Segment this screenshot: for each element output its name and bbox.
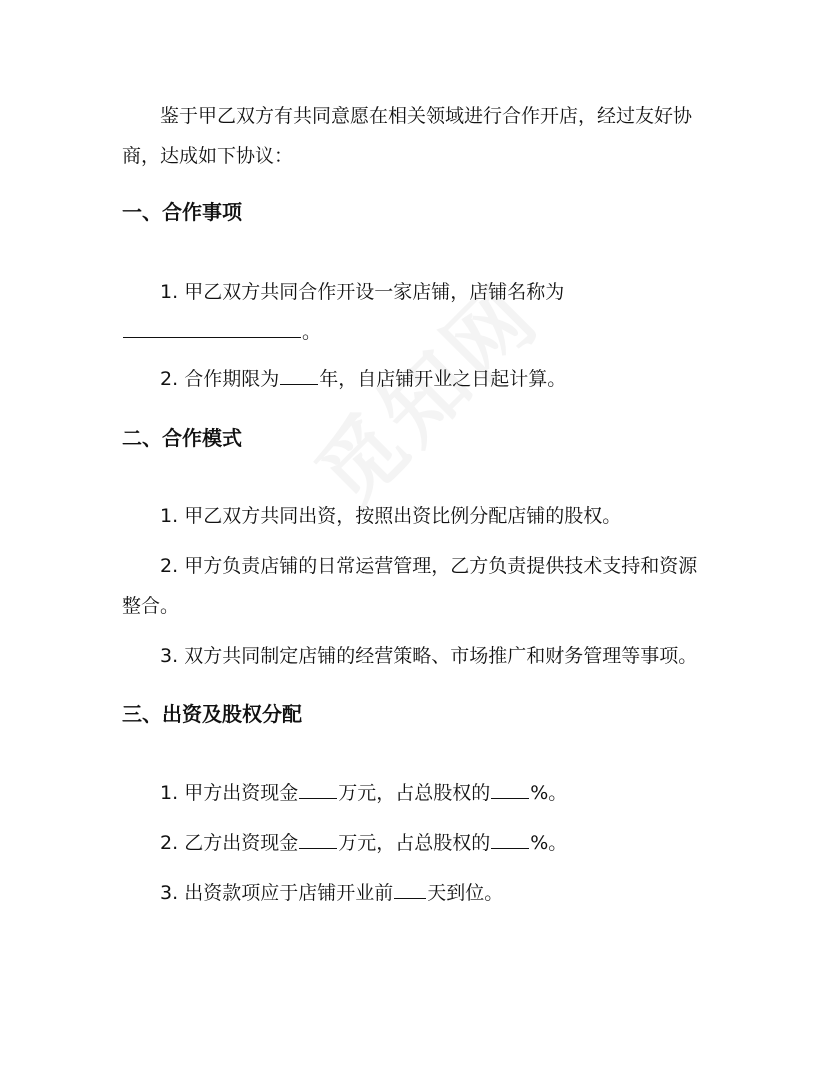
intro-text: 鉴于甲乙双方有共同意愿在相关领域进行合作开店，经过友好协 (160, 105, 693, 127)
intro-line-1 (122, 97, 712, 135)
clause-number: 1. (160, 782, 179, 804)
party-b-amount-blank[interactable] (299, 828, 337, 849)
clause-1-1-cont (122, 313, 712, 351)
clause-text: 甲乙双方共同出资，按照出资比例分配店铺的股权。 (184, 505, 622, 527)
clause-text-post: %。 (530, 782, 568, 804)
clause-2-2 (122, 547, 712, 585)
section-heading-1: 一、合作事项 (122, 200, 242, 224)
party-a-amount-blank[interactable] (299, 778, 337, 799)
clause-3-3 (122, 874, 712, 912)
clause-number: 2. (160, 368, 179, 390)
clause-3-1 (122, 774, 712, 812)
clause-number: 1. (160, 281, 179, 303)
clause-text-post: %。 (530, 832, 568, 854)
clause-tail: 。 (302, 321, 322, 343)
section-heading-2: 二、合作模式 (122, 426, 242, 450)
clause-number: 3. (160, 882, 179, 904)
clause-number: 3. (160, 645, 179, 667)
clause-text-post: 天到位。 (427, 882, 504, 904)
term-years-blank[interactable] (280, 364, 318, 385)
clause-text: 甲方负责店铺的日常运营管理，乙方负责提供技术支持和资源 (184, 555, 698, 577)
clause-number: 2. (160, 555, 179, 577)
party-b-percent-blank[interactable] (491, 828, 529, 849)
clause-3-2 (122, 824, 712, 862)
clause-text: 双方共同制定店铺的经营策略、市场推广和财务管理等事项。 (184, 645, 698, 667)
clause-1-2 (122, 360, 712, 398)
clause-2-1 (122, 497, 712, 535)
clause-text: 甲方出资现金 (184, 782, 299, 804)
intro-text-cont: 商，达成如下协议： (122, 145, 294, 167)
deadline-days-blank[interactable] (394, 878, 426, 899)
clause-text-mid: 万元，占总股权的 (338, 832, 491, 854)
intro-line-2 (122, 137, 712, 175)
shop-name-blank[interactable] (123, 317, 301, 338)
clause-2-2-cont (122, 587, 712, 625)
clause-number: 1. (160, 505, 179, 527)
clause-1-1 (122, 273, 712, 311)
clause-text: 乙方出资现金 (184, 832, 299, 854)
party-a-percent-blank[interactable] (491, 778, 529, 799)
clause-text-post: 年，自店铺开业之日起计算。 (319, 368, 567, 390)
clause-text-cont: 整合。 (122, 595, 180, 617)
clause-text-mid: 万元，占总股权的 (338, 782, 491, 804)
clause-2-3 (122, 637, 712, 675)
clause-text: 甲乙双方共同合作开设一家店铺，店铺名称为 (184, 281, 565, 303)
clause-number: 2. (160, 832, 179, 854)
clause-text: 合作期限为 (184, 368, 280, 390)
clause-text: 出资款项应于店铺开业前 (184, 882, 394, 904)
section-heading-3: 三、出资及股权分配 (122, 702, 302, 726)
